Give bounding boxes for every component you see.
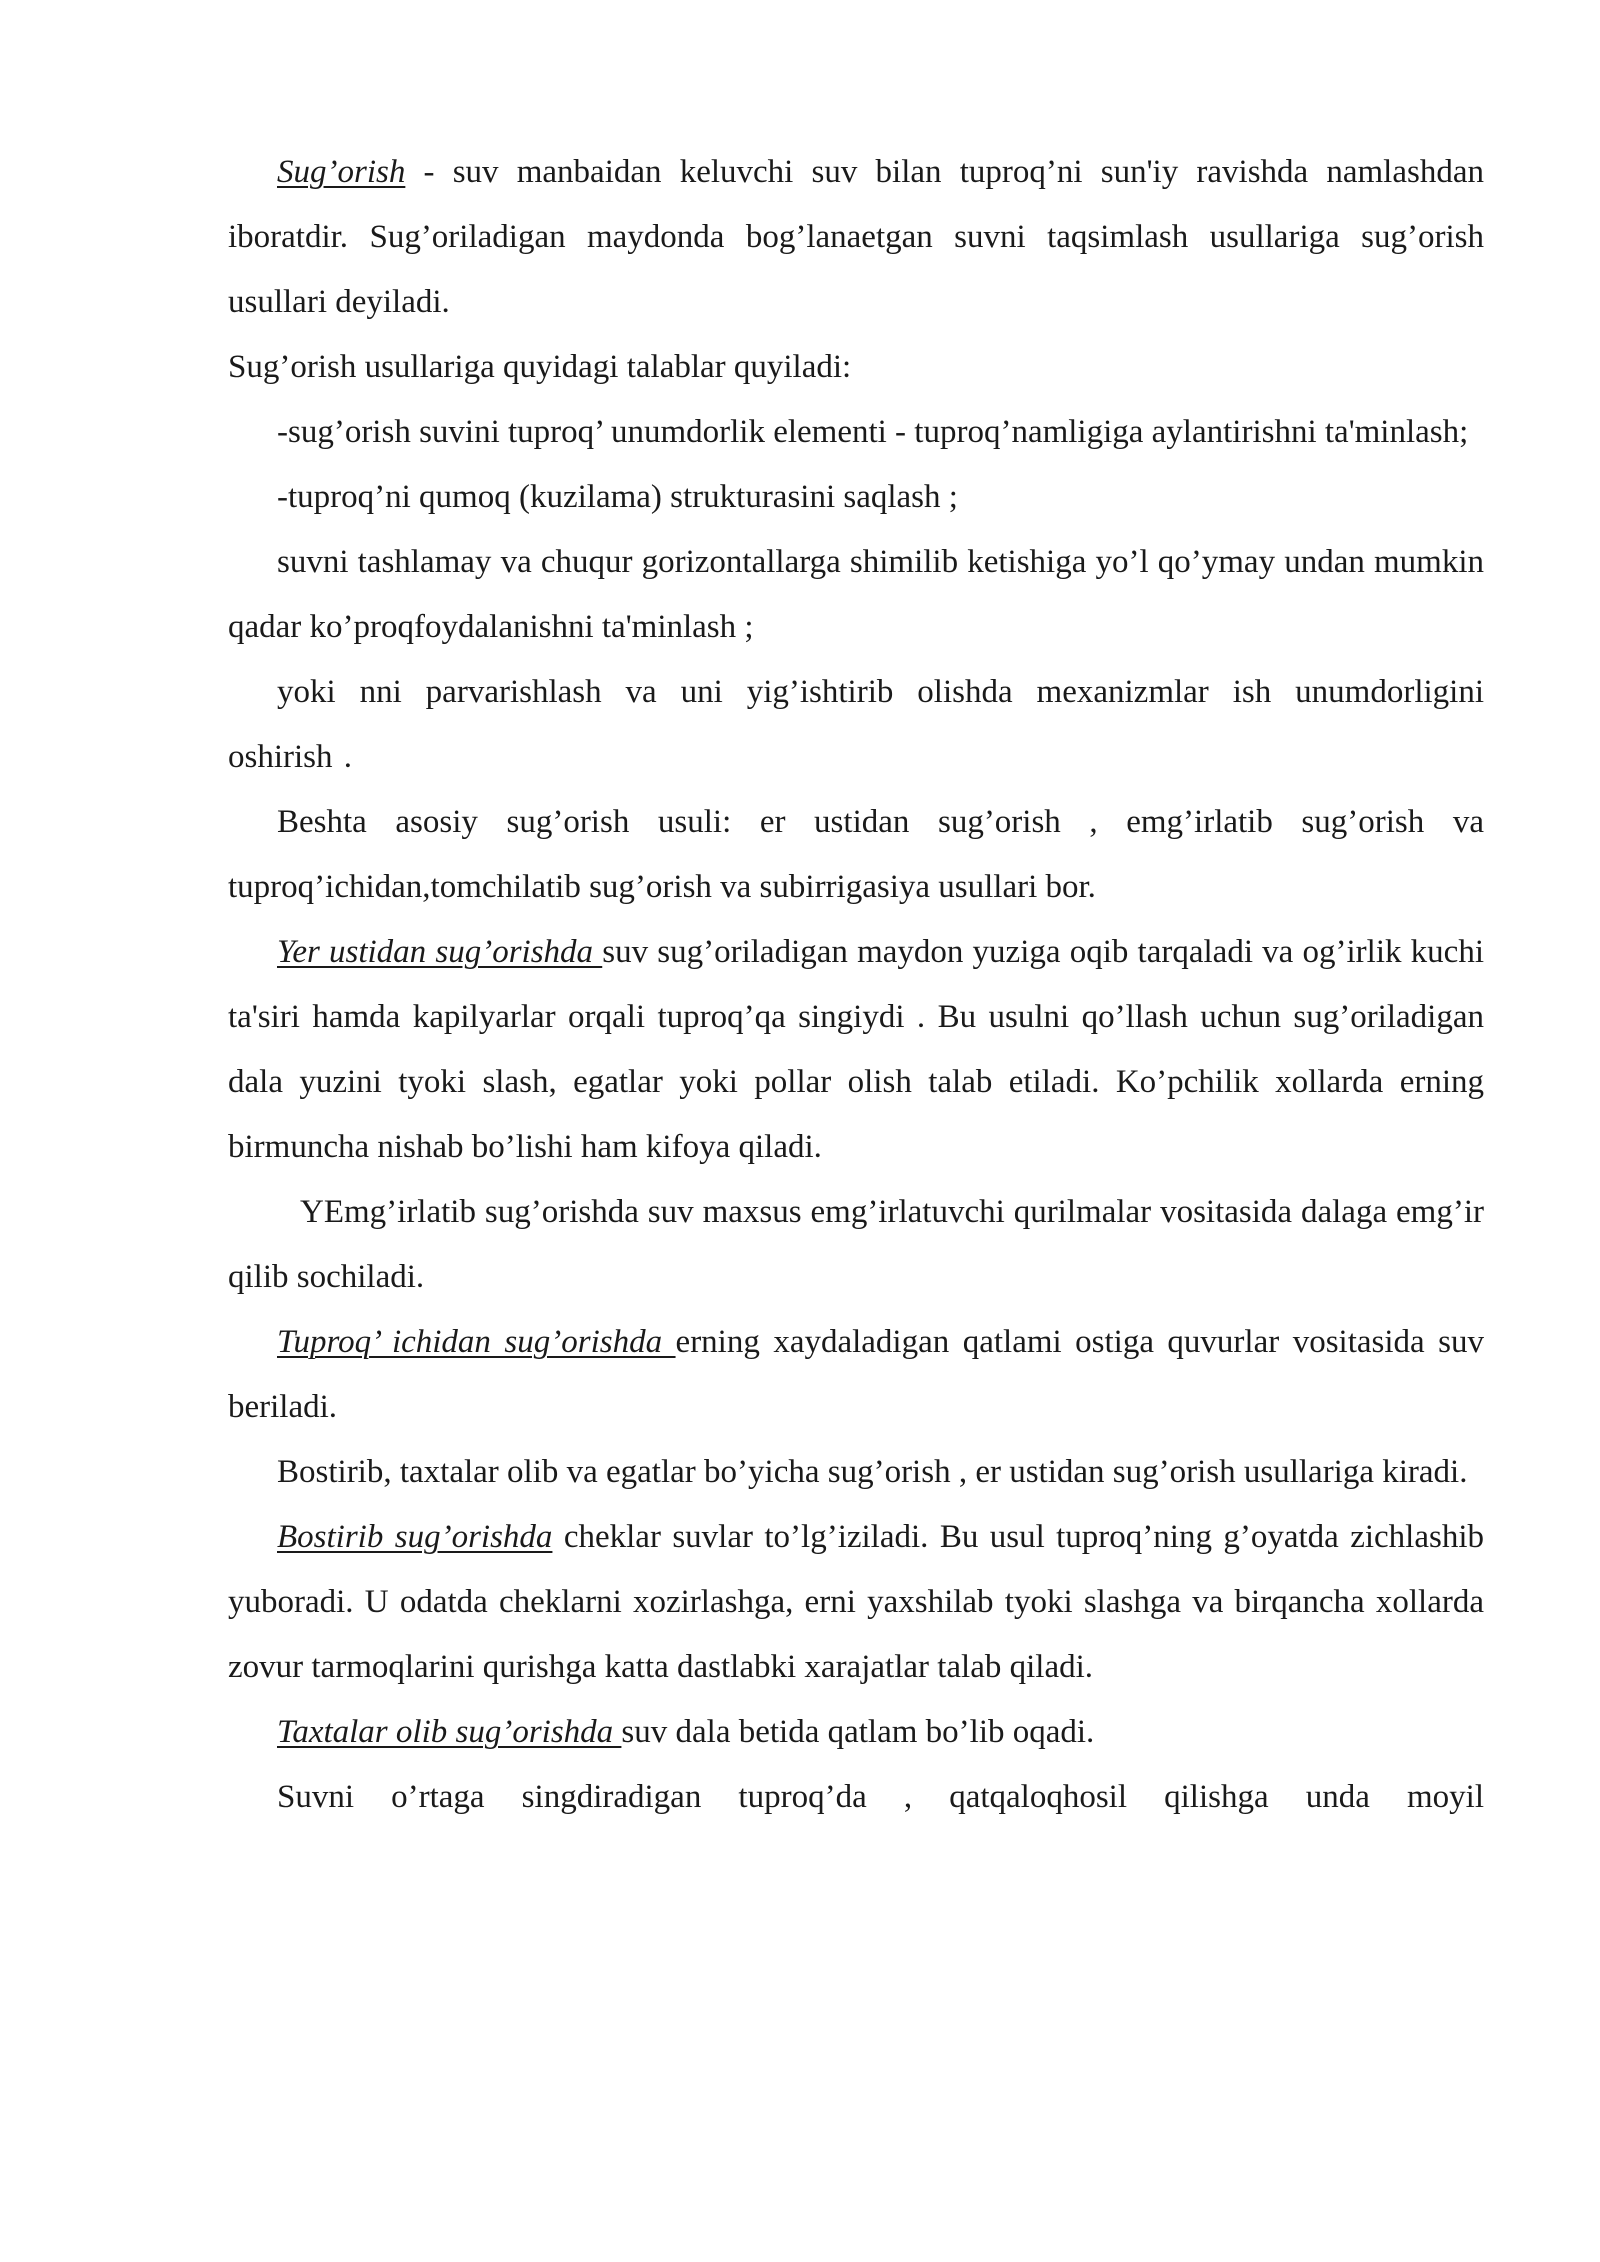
paragraph-sprinkler-irrigation	[228, 1180, 1484, 1310]
paragraph-surface-types	[228, 1440, 1484, 1505]
paragraph-requirement-3	[228, 530, 1484, 660]
paragraph-text: suv dala betida qatlam bo’lib oqadi.	[621, 1714, 1095, 1750]
term-sugorish: Sug’orish	[277, 154, 406, 190]
term-bostirib: Bostirib sug’orishda	[277, 1519, 553, 1555]
paragraph-text: -sug’orish suvini tuproq’ unumdorlik elementi - tuproq’namligiga aylantirishni ta'minlash;	[277, 414, 1469, 450]
paragraph-text: Bostirib, taxtalar olib va egatlar bo’yicha sug’orish , er ustidan sug’orish usullariga kiradi.	[277, 1454, 1468, 1490]
paragraph-text: - suv manbaidan keluvchi suv bilan tuproq’ni sun'iy ravishda namlashdan iboratdir. Sug’oriladigan maydonda bog’lanaetgan suvni taqsimlash usullariga sug’orish usullari deyiladi.	[228, 154, 1484, 320]
term-tuproq-ichidan: Tuproq’ ichidan sug’orishda	[277, 1324, 676, 1360]
paragraph-text: yoki nni parvarishlash va uni yig’ishtirib olishda mexanizmlar ish unumdorligini oshirish .	[228, 674, 1484, 775]
paragraph-text: suv sug’oriladigan maydon yuziga oqib tarqaladi va og’irlik kuchi ta'siri hamda kapilyarlar orqali tuproq’qa singiydi . Bu usulni qo’llash uchun sug’oriladigan dala yuzini tyoki slash, egatlar yoki pollar olish talab etiladi. Ko’pchilik xollarda erning birmuncha nishab bo’lishi ham kifoya qiladi.	[228, 934, 1484, 1165]
paragraph-basin-irrigation	[228, 1505, 1484, 1700]
paragraph-text: Sug’orish usullariga quyidagi talablar quyiladi:	[228, 349, 852, 385]
paragraph-requirements-intro	[228, 335, 1484, 400]
paragraph-text: -tuproq’ni qumoq (kuzilama) strukturasini saqlash ;	[277, 479, 958, 515]
paragraph-text: Suvni o’rtaga singdiradigan tuproq’da , qatqaloqhosil qilishga unda moyil	[277, 1779, 1484, 1815]
paragraph-requirement-1	[228, 400, 1484, 465]
paragraph-surface-irrigation	[228, 920, 1484, 1180]
term-yer-ustidan: Yer ustidan sug’orishda	[277, 934, 603, 970]
paragraph-text: cheklar suvlar to’lg’iziladi. Bu usul tuproq’ning g’oyatda zichlashib yuboradi. U odatda cheklarni xozirlashga, erni yaxshilab tyoki slashga va birqancha xollarda zovur tarmoqlarini qurishga katta dastlabki xarajatlar talab qiladi.	[228, 1519, 1484, 1685]
paragraph-text: erning xaydaladigan qatlami ostiga quvurlar vositasida suv beriladi.	[228, 1324, 1484, 1425]
paragraph-five-methods	[228, 790, 1484, 920]
paragraph-requirement-2	[228, 465, 1484, 530]
paragraph-infiltration	[228, 1765, 1484, 1830]
paragraph-text: Beshta asosiy sug’orish usuli: er ustidan sug’orish , emg’irlatib sug’orish va tuproq’ichidan,tomchilatib sug’orish va subirrigasiya usullari bor.	[228, 804, 1484, 905]
paragraph-text: suvni tashlamay va chuqur gorizontallarga shimilib ketishiga yo’l qo’ymay undan mumkin qadar ko’proqfoydalanishni ta'minlash ;	[228, 544, 1484, 645]
term-taxtalar: Taxtalar olib sug’orishda	[277, 1714, 622, 1750]
document-body	[228, 140, 1484, 1830]
paragraph-text: YEmg’irlatib sug’orishda suv maxsus emg’irlatuvchi qurilmalar vositasida dalaga emg’ir qilib sochiladi.	[228, 1194, 1484, 1295]
paragraph-irrigation-definition	[228, 140, 1484, 335]
paragraph-border-irrigation	[228, 1700, 1484, 1765]
paragraph-subsurface-irrigation	[228, 1310, 1484, 1440]
paragraph-requirement-4	[228, 660, 1484, 790]
